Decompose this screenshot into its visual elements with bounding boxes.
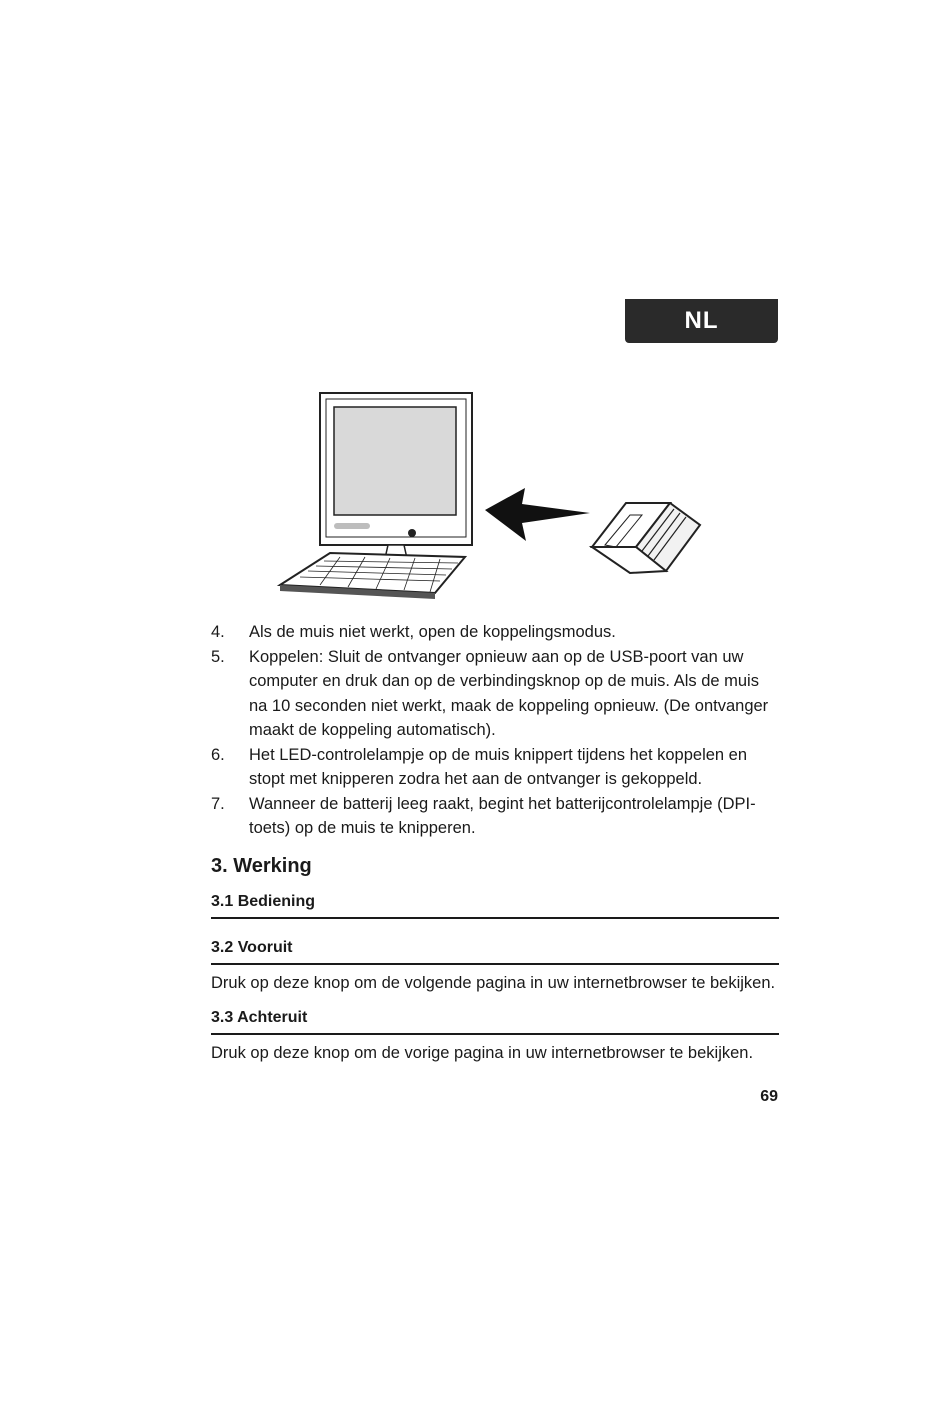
subsection-text-vooruit: Druk op deze knop om de volgende pagina in uw internetbrowser te bekijken. [211, 973, 776, 992]
list-item [211, 743, 779, 792]
step-text: Het LED-controlelampje op de muis knippert tijdens het koppelen en stopt met knipperen zodra het aan de ontvanger is gekoppeld. [249, 745, 748, 788]
step-number: 4. [211, 623, 225, 641]
step-text: Als de muis niet werkt, open de koppelingsmodus. [249, 623, 616, 641]
step-number: 6. [211, 745, 225, 764]
subsection-text-achteruit: Druk op deze knop om de vorige pagina in uw internetbrowser te bekijken. [211, 1044, 754, 1062]
language-tab-label: NL [684, 307, 719, 334]
computer-monitor-icon [320, 393, 472, 571]
page-number: 69 [760, 1088, 778, 1105]
language-tab [625, 299, 778, 343]
list-item [211, 792, 779, 841]
subsection-title-bediening: 3.1 Bediening [211, 891, 779, 919]
list-item [211, 645, 779, 743]
pairing-steps [211, 620, 779, 841]
step-number: 7. [211, 794, 225, 813]
pairing-illustration [270, 385, 730, 610]
manual-content [211, 620, 779, 1078]
step-text: Wanneer de batterij leeg raakt, begint het batterijcontrolelampje (DPI-toets) op de muis te knipperen. [249, 794, 756, 837]
step-number: 5. [211, 647, 225, 666]
usb-receiver-icon [592, 503, 700, 573]
subsection-title-achteruit: 3.3 Achteruit [211, 1007, 779, 1035]
list-item [211, 620, 779, 645]
subsection-title-vooruit: 3.2 Vooruit [211, 937, 779, 965]
step-text: Koppelen: Sluit de ontvanger opnieuw aan op de USB-poort van uw computer en druk dan op de verbindingsknop op de muis. Als de muis na 10 seconden niet werkt, maak de koppeling opnieuw. (De ontvanger maakt de koppeling automatisch). [249, 647, 769, 739]
spacer [211, 919, 779, 937]
section-title: 3. Werking [211, 854, 312, 877]
keyboard-icon [280, 553, 465, 599]
arrow-left-icon [485, 488, 590, 541]
